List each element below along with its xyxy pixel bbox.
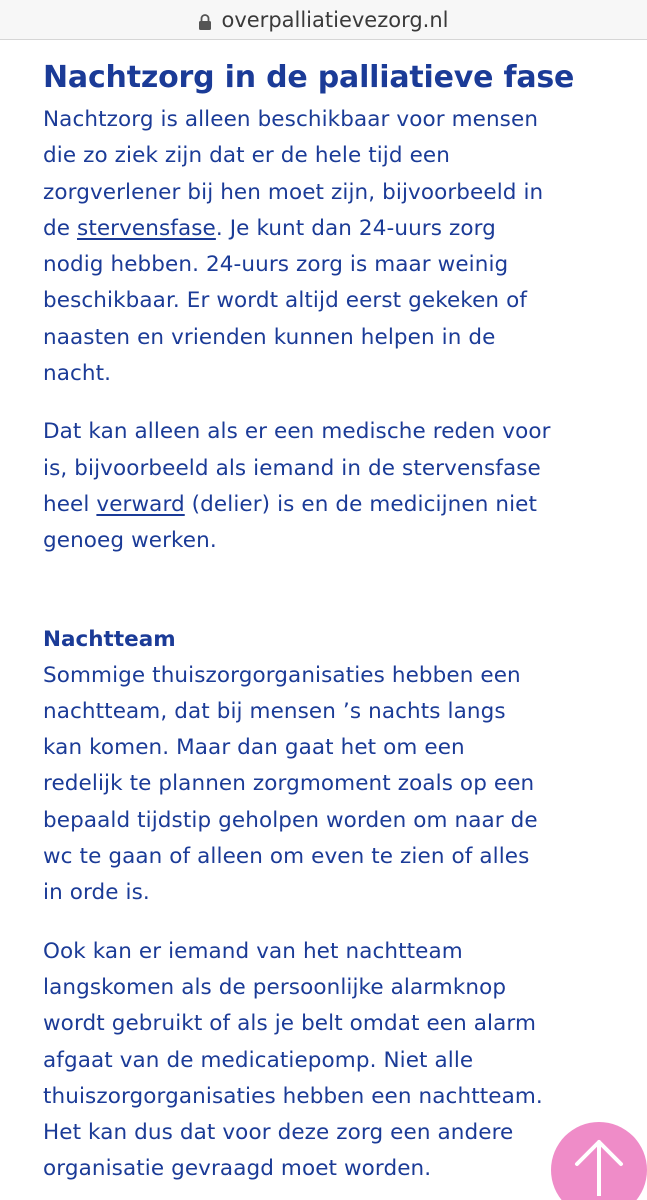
text-line: wc te gaan of alleen om even te zien of alles	[43, 844, 530, 870]
text-line: die zo ziek zijn dat er de hele tijd een	[43, 143, 450, 169]
text-line: langskomen als de persoonlijke alarmknop	[43, 974, 507, 1000]
text-line: Dat kan alleen als er een medische reden voor	[43, 419, 551, 445]
text-line: nacht.	[43, 361, 112, 387]
text-line: is, bijvoorbeeld als iemand in de stervensfase	[43, 455, 541, 481]
page-title: Nachtzorg in de palliatieve fase	[43, 60, 575, 95]
text-line: Ook kan er iemand van het nachtteam	[43, 938, 463, 964]
lock-icon	[198, 12, 212, 30]
text-line: redelijk te plannen zorgmoment zoals op een	[43, 771, 535, 797]
stervensfase-link[interactable]: stervensfase	[77, 215, 216, 241]
text-line: naasten en vrienden kunnen helpen in de	[43, 324, 496, 350]
text-line: bepaald tijdstip geholpen worden om naar de	[43, 807, 538, 833]
text-line: zorgverlener bij hen moet zijn, bijvoorbeeld in	[43, 179, 544, 205]
paragraph-medical-reason	[43, 414, 623, 559]
section-spacer	[43, 560, 623, 622]
text-line: heel	[43, 491, 97, 517]
arrow-up-icon	[569, 1136, 629, 1200]
text-line: nodig hebben. 24-uurs zorg is maar weinig	[43, 252, 509, 278]
browser-address-bar[interactable]	[0, 0, 647, 40]
text-line: Het kan dus dat voor deze zorg een andere	[43, 1120, 514, 1146]
text-line: thuiszorgorganisaties hebben een nachtteam.	[43, 1083, 543, 1109]
text-line: afgaat van de medicatiepomp. Niet alle	[43, 1047, 474, 1073]
text-line: nachtteam, dat bij mensen ’s nachts langs	[43, 698, 506, 724]
text-line: in orde is.	[43, 880, 150, 906]
paragraph-alarm	[43, 934, 623, 1188]
text-line: de	[43, 215, 78, 241]
text-line: genoeg werken.	[43, 528, 217, 554]
url-text: overpalliatievezorg.nl	[221, 7, 449, 32]
text-line: Sommige thuiszorgorganisaties hebben een	[43, 662, 521, 688]
article	[43, 58, 623, 1188]
text-line: wordt gebruikt of als je belt omdat een alarm	[43, 1011, 537, 1037]
text-line: beschikbaar. Er wordt altijd eerst gekeken of	[43, 288, 527, 314]
text-line: kan komen. Maar dan gaat het om een	[43, 735, 465, 761]
verward-link[interactable]: verward	[96, 491, 185, 517]
text-line: organisatie gevraagd moet worden.	[43, 1156, 432, 1182]
text-line: (delier) is en de medicijnen niet	[184, 491, 538, 517]
text-line: Nachtzorg is alleen beschikbaar voor mensen	[43, 107, 539, 132]
paragraph-intro	[43, 102, 623, 392]
paragraph-nachtteam	[43, 658, 623, 912]
section-heading-nachtteam: Nachtteam	[43, 626, 176, 652]
text-line: . Je kunt dan 24-uurs zorg	[215, 215, 496, 241]
